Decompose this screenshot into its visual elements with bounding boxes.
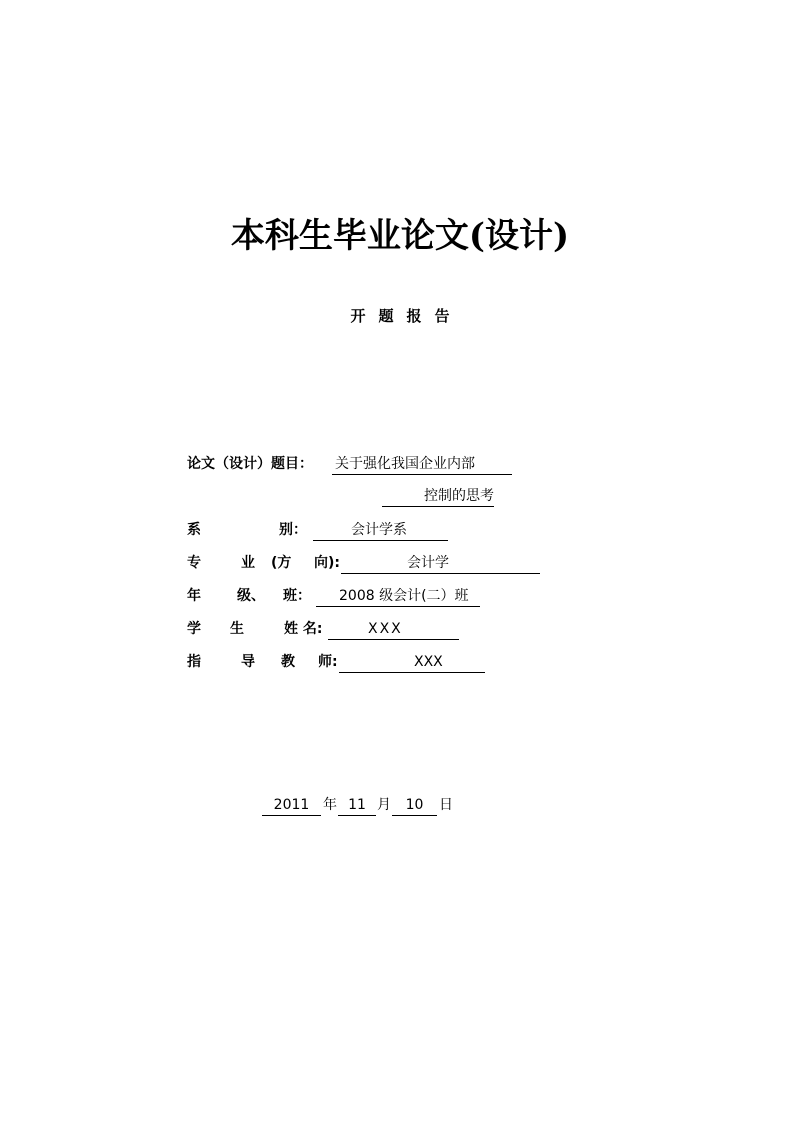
advisor-label-c: 教 <box>281 654 295 670</box>
department-label-a: 系 <box>187 522 201 538</box>
grade-class-value <box>316 586 480 607</box>
student-label-b: 生 <box>230 621 244 637</box>
department-value-text: 会计学系 <box>351 522 407 538</box>
date-day-text: 10 <box>405 797 424 813</box>
date-year <box>262 795 321 816</box>
advisor-value <box>339 652 485 673</box>
department-label-b: 别： <box>279 522 307 538</box>
date-month-text: 11 <box>348 797 366 813</box>
student-name-value <box>328 619 459 640</box>
major-label-c: (方 <box>271 555 292 571</box>
student-label-c: 姓 名: <box>284 621 323 637</box>
advisor-label-a: 指 <box>187 654 201 670</box>
major-label-d: 向): <box>314 555 340 571</box>
document-title: 本科生毕业论文(设计) <box>230 216 570 256</box>
date-year-unit: 年 <box>323 797 337 813</box>
topic-value-line1-text: 关于强化我国企业内部 <box>335 456 475 472</box>
student-name-value-text: XXX <box>368 621 403 637</box>
topic-label: 论文（设计）题目： <box>187 456 313 472</box>
grade-label-a: 年 <box>187 588 201 604</box>
grade-label-b: 级、 <box>237 588 265 604</box>
department-value <box>313 520 448 541</box>
date-month <box>338 795 376 816</box>
date-day <box>392 795 437 816</box>
date-year-text: 2011 <box>273 797 310 813</box>
advisor-label-d: 师: <box>318 654 338 670</box>
grade-label-c: 班： <box>283 588 311 604</box>
date-month-unit: 月 <box>377 797 391 813</box>
major-label-a: 专 <box>187 555 201 571</box>
advisor-value-text: XXX <box>414 654 443 670</box>
major-value-text: 会计学 <box>407 555 449 571</box>
date-day-unit: 日 <box>439 797 453 813</box>
topic-value-line1 <box>332 454 512 475</box>
document-subtitle: 开题报告 <box>350 307 463 325</box>
topic-value-line2-text: 控制的思考 <box>424 488 494 504</box>
student-label-a: 学 <box>187 621 201 637</box>
grade-class-value-text: 2008 级会计(二）班 <box>339 588 469 604</box>
advisor-label-b: 导 <box>241 654 255 670</box>
major-value <box>341 553 540 574</box>
topic-value-line2 <box>382 486 494 507</box>
major-label-b: 业 <box>241 555 255 571</box>
